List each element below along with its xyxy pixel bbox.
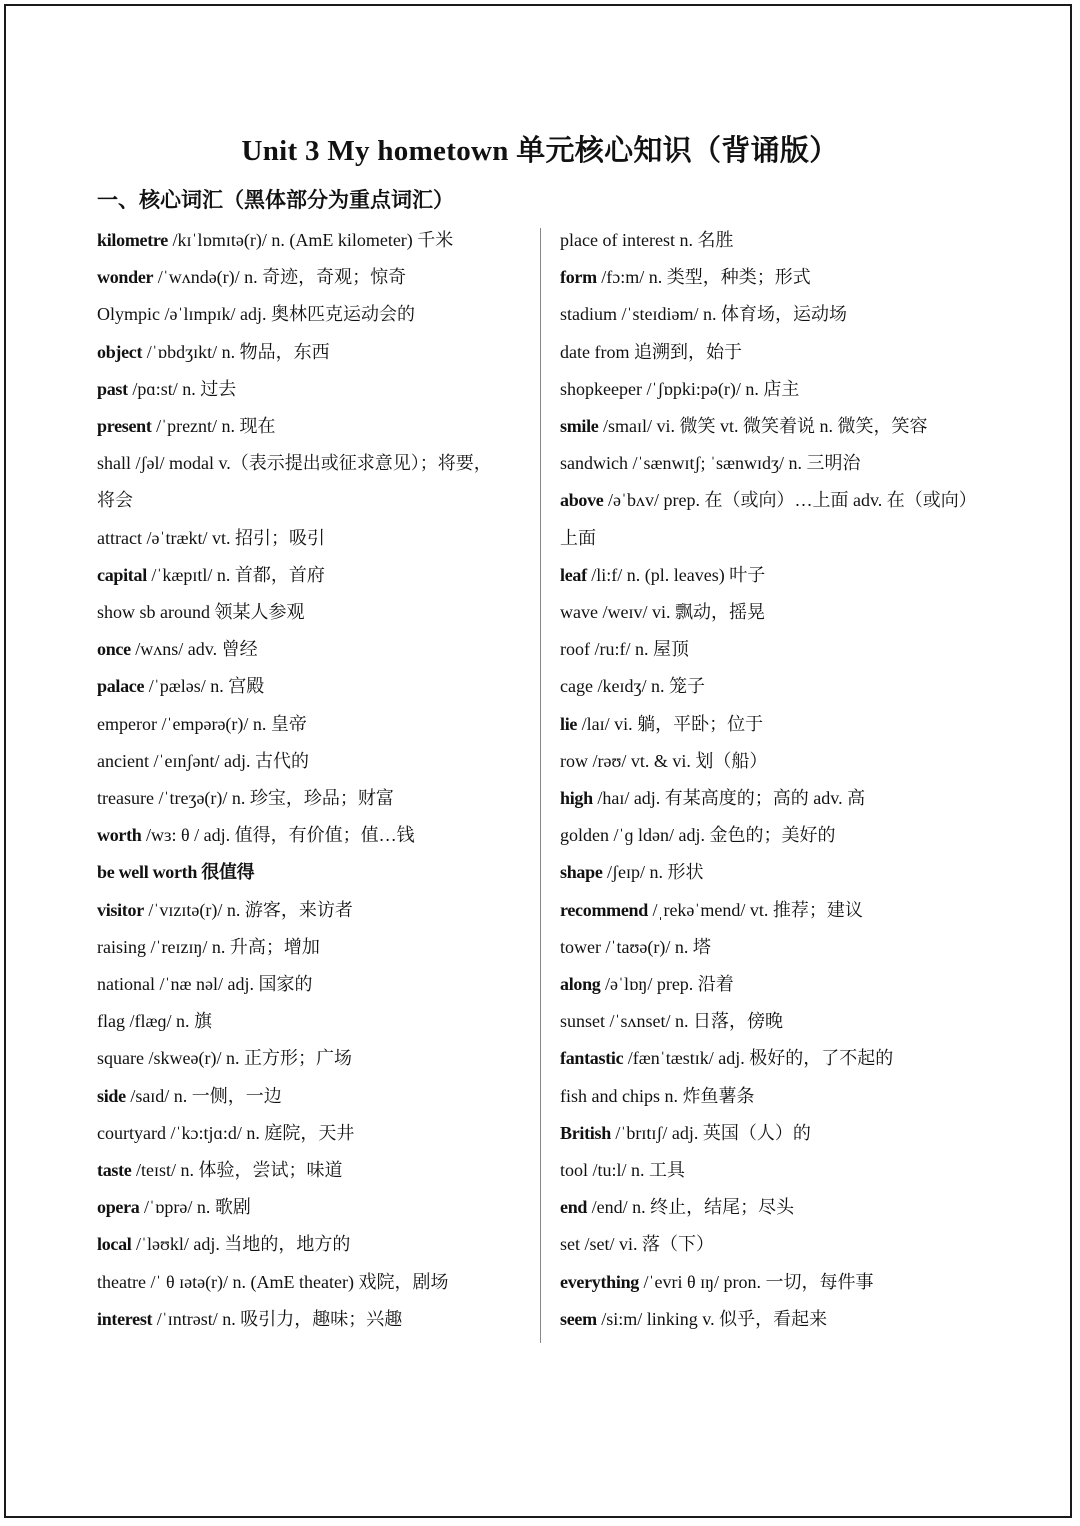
vocab-word: sunset (560, 1011, 605, 1032)
vocab-word: lie (560, 713, 578, 734)
vocab-entry (560, 1189, 1020, 1226)
vocab-definition: /ʃeɪp/ n. 形状 (602, 862, 704, 883)
vocab-entry (97, 408, 537, 445)
vocab-definition: /rəʊ/ vt. & vi. 划（船） (588, 750, 768, 771)
vocab-word: opera (97, 1197, 140, 1218)
vocab-entry (560, 631, 1020, 668)
vocab-definition: /ˈreɪzɪŋ/ n. 升高；增加 (146, 936, 320, 957)
vocab-definition: /ˈsænwɪtʃ; ˈsænwɪdʒ/ n. 三明治 (627, 453, 861, 474)
vocab-definition: /əˈlɪmpɪk/ adj. 奥林匹克运动会的 (160, 304, 415, 325)
vocab-word: British (560, 1122, 611, 1143)
vocab-definition: /pɑ:st/ n. 过去 (127, 378, 237, 399)
vocab-word: attract (97, 527, 142, 548)
vocab-word: be well worth 很值得 (97, 862, 255, 883)
vocab-word: fantastic (560, 1048, 624, 1069)
vocab-word: theatre (97, 1271, 146, 1292)
right-vocabulary-column (560, 222, 1020, 1338)
vocab-word: capital (97, 564, 147, 585)
vocab-definition: 领某人参观 (210, 602, 305, 623)
vocab-definition: n. 炸鱼薯条 (659, 1085, 755, 1106)
vocab-entry (97, 1152, 537, 1189)
vocab-word: once (97, 639, 131, 660)
vocab-entry (97, 334, 537, 371)
vocab-entry (560, 557, 1020, 594)
vocab-word: national (97, 974, 155, 995)
vocab-entry (560, 706, 1020, 743)
vocab-entry (97, 1189, 537, 1226)
vocab-definition: /ˈsteɪdiəm/ n. 体育场，运动场 (617, 304, 847, 325)
vocab-entry (560, 1115, 1020, 1152)
vocab-word: emperor (97, 713, 157, 734)
vocab-definition: /fænˈtæstɪk/ adj. 极好的，了不起的 (623, 1048, 894, 1069)
vocab-definition: /smaɪl/ vi. 微笑 vt. 微笑着说 n. 微笑，笑容 (598, 416, 928, 437)
vocab-word: shape (560, 862, 603, 883)
vocab-word: above (560, 490, 604, 511)
vocab-entry (560, 966, 1020, 1003)
vocab-word: wave (560, 602, 598, 623)
vocab-word: Olympic (97, 304, 160, 325)
vocab-entry (560, 1152, 1020, 1189)
vocab-entry (97, 1226, 537, 1263)
vocab-entry (560, 222, 1020, 259)
vocab-entry (97, 482, 537, 519)
vocab-word: sandwich (560, 453, 628, 474)
vocab-word: kilometre (97, 230, 168, 250)
vocab-entry (560, 854, 1020, 891)
vocab-definition: /laɪ/ vi. 躺，平卧；位于 (577, 713, 764, 734)
vocab-entry (560, 445, 1020, 482)
vocab-word: leaf (560, 564, 587, 585)
vocab-definition: /ˈkɔ:tjɑ:d/ n. 庭院，天井 (165, 1122, 355, 1143)
left-vocabulary-column (97, 222, 537, 1338)
vocab-word: fish and chips (560, 1085, 660, 1106)
vocab-entry (97, 817, 537, 854)
vocab-entry (560, 1040, 1020, 1077)
vocab-entry (97, 1115, 537, 1152)
vocab-entry (97, 706, 537, 743)
vocab-definition: /ˈɒbdʒɪkt/ n. 物品，东西 (142, 341, 330, 362)
vocab-entry (560, 520, 1020, 557)
vocab-definition: /wʌns/ adv. 曾经 (130, 639, 258, 660)
page-title: Unit 3 My hometown 单元核心知识（背诵版） (241, 135, 839, 167)
vocab-word: past (97, 378, 128, 399)
vocab-word: taste (97, 1160, 132, 1181)
vocab-definition: /ˈ θ ɪətə(r)/ n. (AmE theater) 戏院，剧场 (145, 1271, 449, 1292)
vocab-word: object (97, 341, 143, 362)
vocab-entry (560, 1078, 1020, 1115)
vocab-definition: /wɜ: θ / adj. 值得，有价值；值…钱 (141, 825, 415, 846)
vocab-word: square (97, 1048, 144, 1069)
vocab-word: roof (560, 639, 590, 660)
vocab-definition: /ˈempərə(r)/ n. 皇帝 (156, 713, 307, 734)
vocab-word: high (560, 788, 593, 809)
vocab-word: stadium (560, 304, 617, 325)
vocab-definition: 将会 (97, 490, 133, 511)
vocab-entry (97, 594, 537, 631)
vocab-definition: /flæɡ/ n. 旗 (124, 1011, 212, 1032)
vocab-entry (560, 743, 1020, 780)
vocab-definition: /si:m/ linking v. 似乎，看起来 (596, 1308, 828, 1329)
vocab-entry (560, 371, 1020, 408)
vocab-entry (560, 1226, 1020, 1263)
vocab-entry (560, 1264, 1020, 1301)
vocab-definition: 追溯到，始于 (629, 341, 742, 362)
vocab-definition: /ʃəl/ modal v.（表示提出或征求意见）；将要， (131, 453, 492, 474)
vocab-entry (97, 557, 537, 594)
vocab-word: courtyard (97, 1122, 166, 1143)
vocab-definition: /set/ vi. 落（下） (580, 1234, 714, 1255)
vocab-entry (97, 780, 537, 817)
vocab-definition: /ˈɒprə/ n. 歌剧 (139, 1197, 251, 1218)
vocab-word: worth (97, 825, 142, 846)
vocab-word: form (560, 267, 597, 288)
vocab-definition: /skweə(r)/ n. 正方形；广场 (143, 1048, 352, 1069)
vocab-entry (97, 520, 537, 557)
vocab-word: interest (97, 1308, 153, 1329)
vocab-definition: /ˈtaʊə(r)/ n. 塔 (600, 936, 711, 957)
vocab-definition: /teɪst/ n. 体验，尝试；味道 (131, 1160, 343, 1181)
vocab-definition: /tu:l/ n. 工具 (588, 1160, 686, 1181)
vocab-word: raising (97, 936, 146, 957)
vocab-word: shopkeeper (560, 378, 642, 399)
vocab-definition: /ˈevri θ ɪŋ/ pron. 一切，每件事 (639, 1271, 874, 1292)
vocab-definition: /li:f/ n. (pl. leaves) 叶子 (586, 564, 766, 585)
vocab-word: cage (560, 676, 593, 697)
vocab-definition: /saɪd/ n. 一侧，一边 (125, 1085, 282, 1106)
vocab-word: everything (560, 1271, 639, 1292)
vocab-definition: /ˈləʊkl/ adj. 当地的，地方的 (131, 1234, 351, 1255)
vocab-word: seem (560, 1308, 597, 1329)
vocab-word: set (560, 1234, 580, 1255)
vocab-definition: /ˈtreʒə(r)/ n. 珍宝，珍品；财富 (153, 788, 394, 809)
vocab-definition: 上面 (560, 527, 596, 548)
vocab-entry (560, 668, 1020, 705)
vocab-word: visitor (97, 899, 144, 920)
vocab-entry (560, 892, 1020, 929)
vocab-entry (97, 854, 537, 891)
vocab-word: smile (560, 416, 599, 437)
vocab-entry (97, 743, 537, 780)
vocab-word: date from (560, 341, 630, 362)
column-divider (540, 228, 541, 1343)
vocab-word: along (560, 974, 601, 995)
vocab-entry (560, 780, 1020, 817)
vocab-word: end (560, 1197, 588, 1218)
vocab-definition: /əˈbʌv/ prep. 在（或向）…上面 adv. 在（或向） (603, 490, 977, 511)
vocab-entry (97, 445, 537, 482)
vocab-entry (97, 259, 537, 296)
vocab-definition: /ˈpæləs/ n. 宫殿 (144, 676, 265, 697)
vocab-entry (97, 222, 537, 259)
vocab-word: treasure (97, 788, 154, 809)
vocab-definition: /ˈɡ ldən/ adj. 金色的；美好的 (609, 825, 836, 846)
vocab-definition: /ˈbrɪtɪʃ/ adj. 英国（人）的 (610, 1122, 811, 1143)
vocab-definition: /ˈkæpɪtl/ n. 首都，首府 (146, 564, 325, 585)
vocab-definition: /əˈlɒŋ/ prep. 沿着 (600, 974, 734, 995)
vocab-entry (97, 631, 537, 668)
vocab-definition: n. 名胜 (674, 230, 734, 250)
vocab-definition: /ˈnæ nəl/ adj. 国家的 (154, 974, 313, 995)
vocab-entry (560, 929, 1020, 966)
vocab-entry (97, 1301, 537, 1338)
vocab-entry (560, 334, 1020, 371)
vocab-definition: /ˈɪntrəst/ n. 吸引力，趣味；兴趣 (152, 1308, 403, 1329)
vocab-definition: /ˈsʌnset/ n. 日落，傍晚 (605, 1011, 783, 1032)
vocab-entry (97, 892, 537, 929)
vocab-word: place of interest (560, 230, 675, 250)
vocab-word: shall (97, 453, 131, 474)
vocab-entry (560, 482, 1020, 519)
vocab-entry (97, 296, 537, 333)
vocab-entry (560, 408, 1020, 445)
vocab-word: golden (560, 825, 609, 846)
vocab-word: ancient (97, 750, 149, 771)
vocab-word: flag (97, 1011, 125, 1032)
vocab-word: tower (560, 936, 601, 957)
vocab-word: side (97, 1085, 126, 1106)
vocab-entry (97, 1078, 537, 1115)
vocab-definition: /keɪdʒ/ n. 笼子 (592, 676, 705, 697)
vocab-word: show sb around (97, 602, 210, 623)
vocab-definition: /ru:f/ n. 屋顶 (590, 639, 689, 660)
vocab-word: palace (97, 676, 145, 697)
vocab-entry (560, 1003, 1020, 1040)
vocab-definition: /end/ n. 终止，结尾；尽头 (587, 1197, 795, 1218)
vocab-word: recommend (560, 899, 648, 920)
vocab-word: present (97, 416, 152, 437)
vocab-entry (97, 966, 537, 1003)
vocab-entry (97, 668, 537, 705)
vocab-entry (97, 929, 537, 966)
vocab-definition: /haɪ/ adj. 有某高度的；高的 adv. 高 (592, 788, 866, 809)
vocab-definition: /ˈpreznt/ n. 现在 (151, 416, 276, 437)
vocab-definition: /fɔ:m/ n. 类型，种类；形式 (596, 267, 811, 288)
vocab-definition: /əˈtrækt/ vt. 招引；吸引 (141, 527, 325, 548)
vocab-definition: /weɪv/ vi. 飘动，摇晃 (597, 602, 765, 623)
vocab-definition: /ˌrekəˈmend/ vt. 推荐；建议 (647, 899, 863, 920)
vocab-entry (97, 371, 537, 408)
vocab-entry (560, 296, 1020, 333)
vocab-entry (97, 1003, 537, 1040)
vocab-entry (560, 1301, 1020, 1338)
vocab-entry (560, 259, 1020, 296)
vocab-entry (97, 1264, 537, 1301)
vocab-word: local (97, 1234, 132, 1255)
vocab-word: wonder (97, 267, 154, 288)
vocab-definition: /ˈwʌndə(r)/ n. 奇迹，奇观；惊奇 (153, 267, 407, 288)
vocab-word: tool (560, 1160, 589, 1181)
vocab-definition: /ˈʃɒpki:pə(r)/ n. 店主 (641, 378, 800, 399)
section-heading: 一、核心词汇（黑体部分为重点词汇） (97, 188, 454, 212)
vocab-definition: /ˈvɪzɪtə(r)/ n. 游客，来访者 (143, 899, 353, 920)
vocab-entry (560, 594, 1020, 631)
vocab-entry (560, 817, 1020, 854)
vocab-definition: /kɪˈlɒmɪtə(r)/ n. (AmE kilometer) 千米 (167, 230, 454, 250)
vocab-definition: /ˈeɪnʃənt/ adj. 古代的 (148, 750, 309, 771)
vocab-word: row (560, 750, 588, 771)
vocab-entry (97, 1040, 537, 1077)
